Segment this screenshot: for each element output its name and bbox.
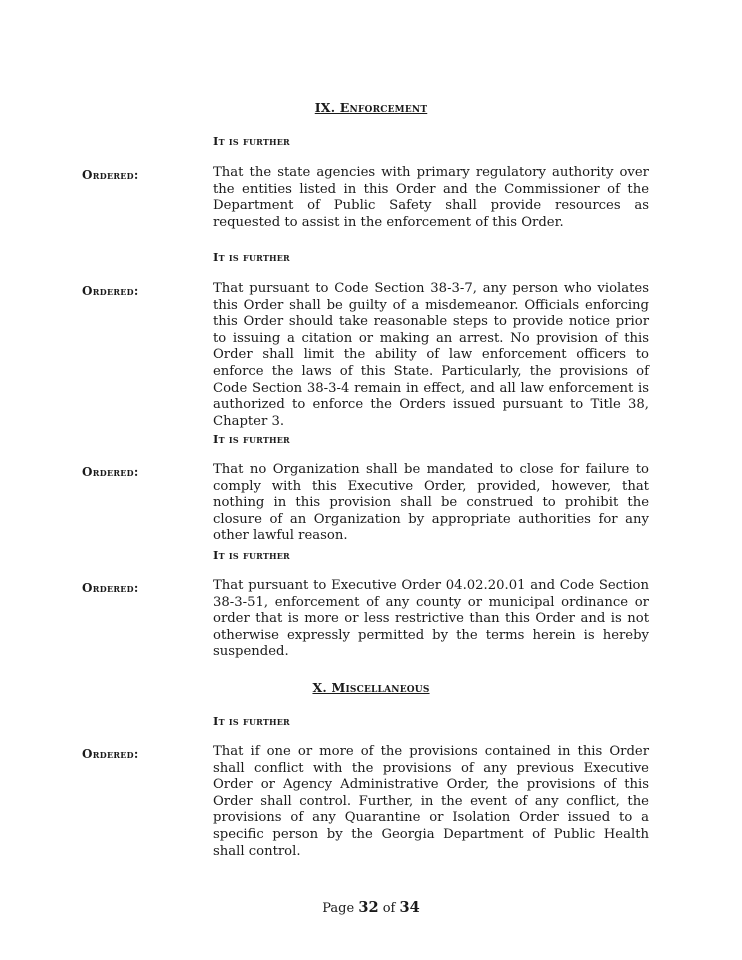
ordered-label: Ordered: (82, 465, 139, 479)
ordered-label: Ordered: (82, 581, 139, 595)
it-is-further-label: It is further (213, 714, 290, 728)
it-is-further-label: It is further (213, 134, 290, 148)
it-is-further-label: It is further (213, 548, 290, 562)
order-paragraph: That no Organization shall be mandated to close for failure to comply with this Executive Order, provided, however, that nothing in this provision shall be construed to prohibit the closure of an Organization by appropriate authorities for any other lawful reason. (213, 462, 649, 544)
section-heading-miscellaneous: X. Miscellaneous (312, 680, 430, 695)
page-number-footer (0, 899, 742, 916)
section-heading-enforcement: IX. Enforcement (314, 100, 428, 115)
of-label: of (382, 901, 396, 916)
it-is-further-label: It is further (213, 250, 290, 264)
page-label: Page (322, 901, 355, 916)
ordered-label: Ordered: (82, 747, 139, 761)
total-pages: 34 (399, 899, 420, 916)
ordered-label: Ordered: (82, 168, 139, 182)
order-paragraph: That pursuant to Code Section 38-3-7, any person who violates this Order shall be guilty of a misdemeanor. Officials enforcing this Order should take reasonable steps to provide notice prior to issuing a citation or making an arrest. No provision of this Order shall limit the ability of law enforcement officers to enforce the laws of this State. Particularly, the provisions of Code Section 38-3-4 remain in effect, and all law enforcement is authorized to enforce the Orders issued pursuant to Title 38, Chapter 3. (213, 281, 649, 429)
ordered-label: Ordered: (82, 284, 139, 298)
order-paragraph: That if one or more of the provisions contained in this Order shall conflict with the provisions of any previous Executive Order or Agency Administrative Order, the provisions of this Order shall control. Further, in the event of any conflict, the provisions of any Quarantine or Isolation Order issued to a specific person by the Georgia Department of Public Health shall control. (213, 744, 649, 859)
order-paragraph: That the state agencies with primary regulatory authority over the entities listed in this Order and the Commissioner of the Department of Public Safety shall provide resources as requested to assist in the enforcement of this Order. (213, 165, 649, 230)
order-paragraph: That pursuant to Executive Order 04.02.20.01 and Code Section 38-3-51, enforcement of any county or municipal ordinance or order that is more or less restrictive than this Order and is not otherwise expressly permitted by the terms herein is hereby suspended. (213, 578, 649, 660)
page-number: 32 (358, 899, 379, 916)
it-is-further-label: It is further (213, 432, 290, 446)
